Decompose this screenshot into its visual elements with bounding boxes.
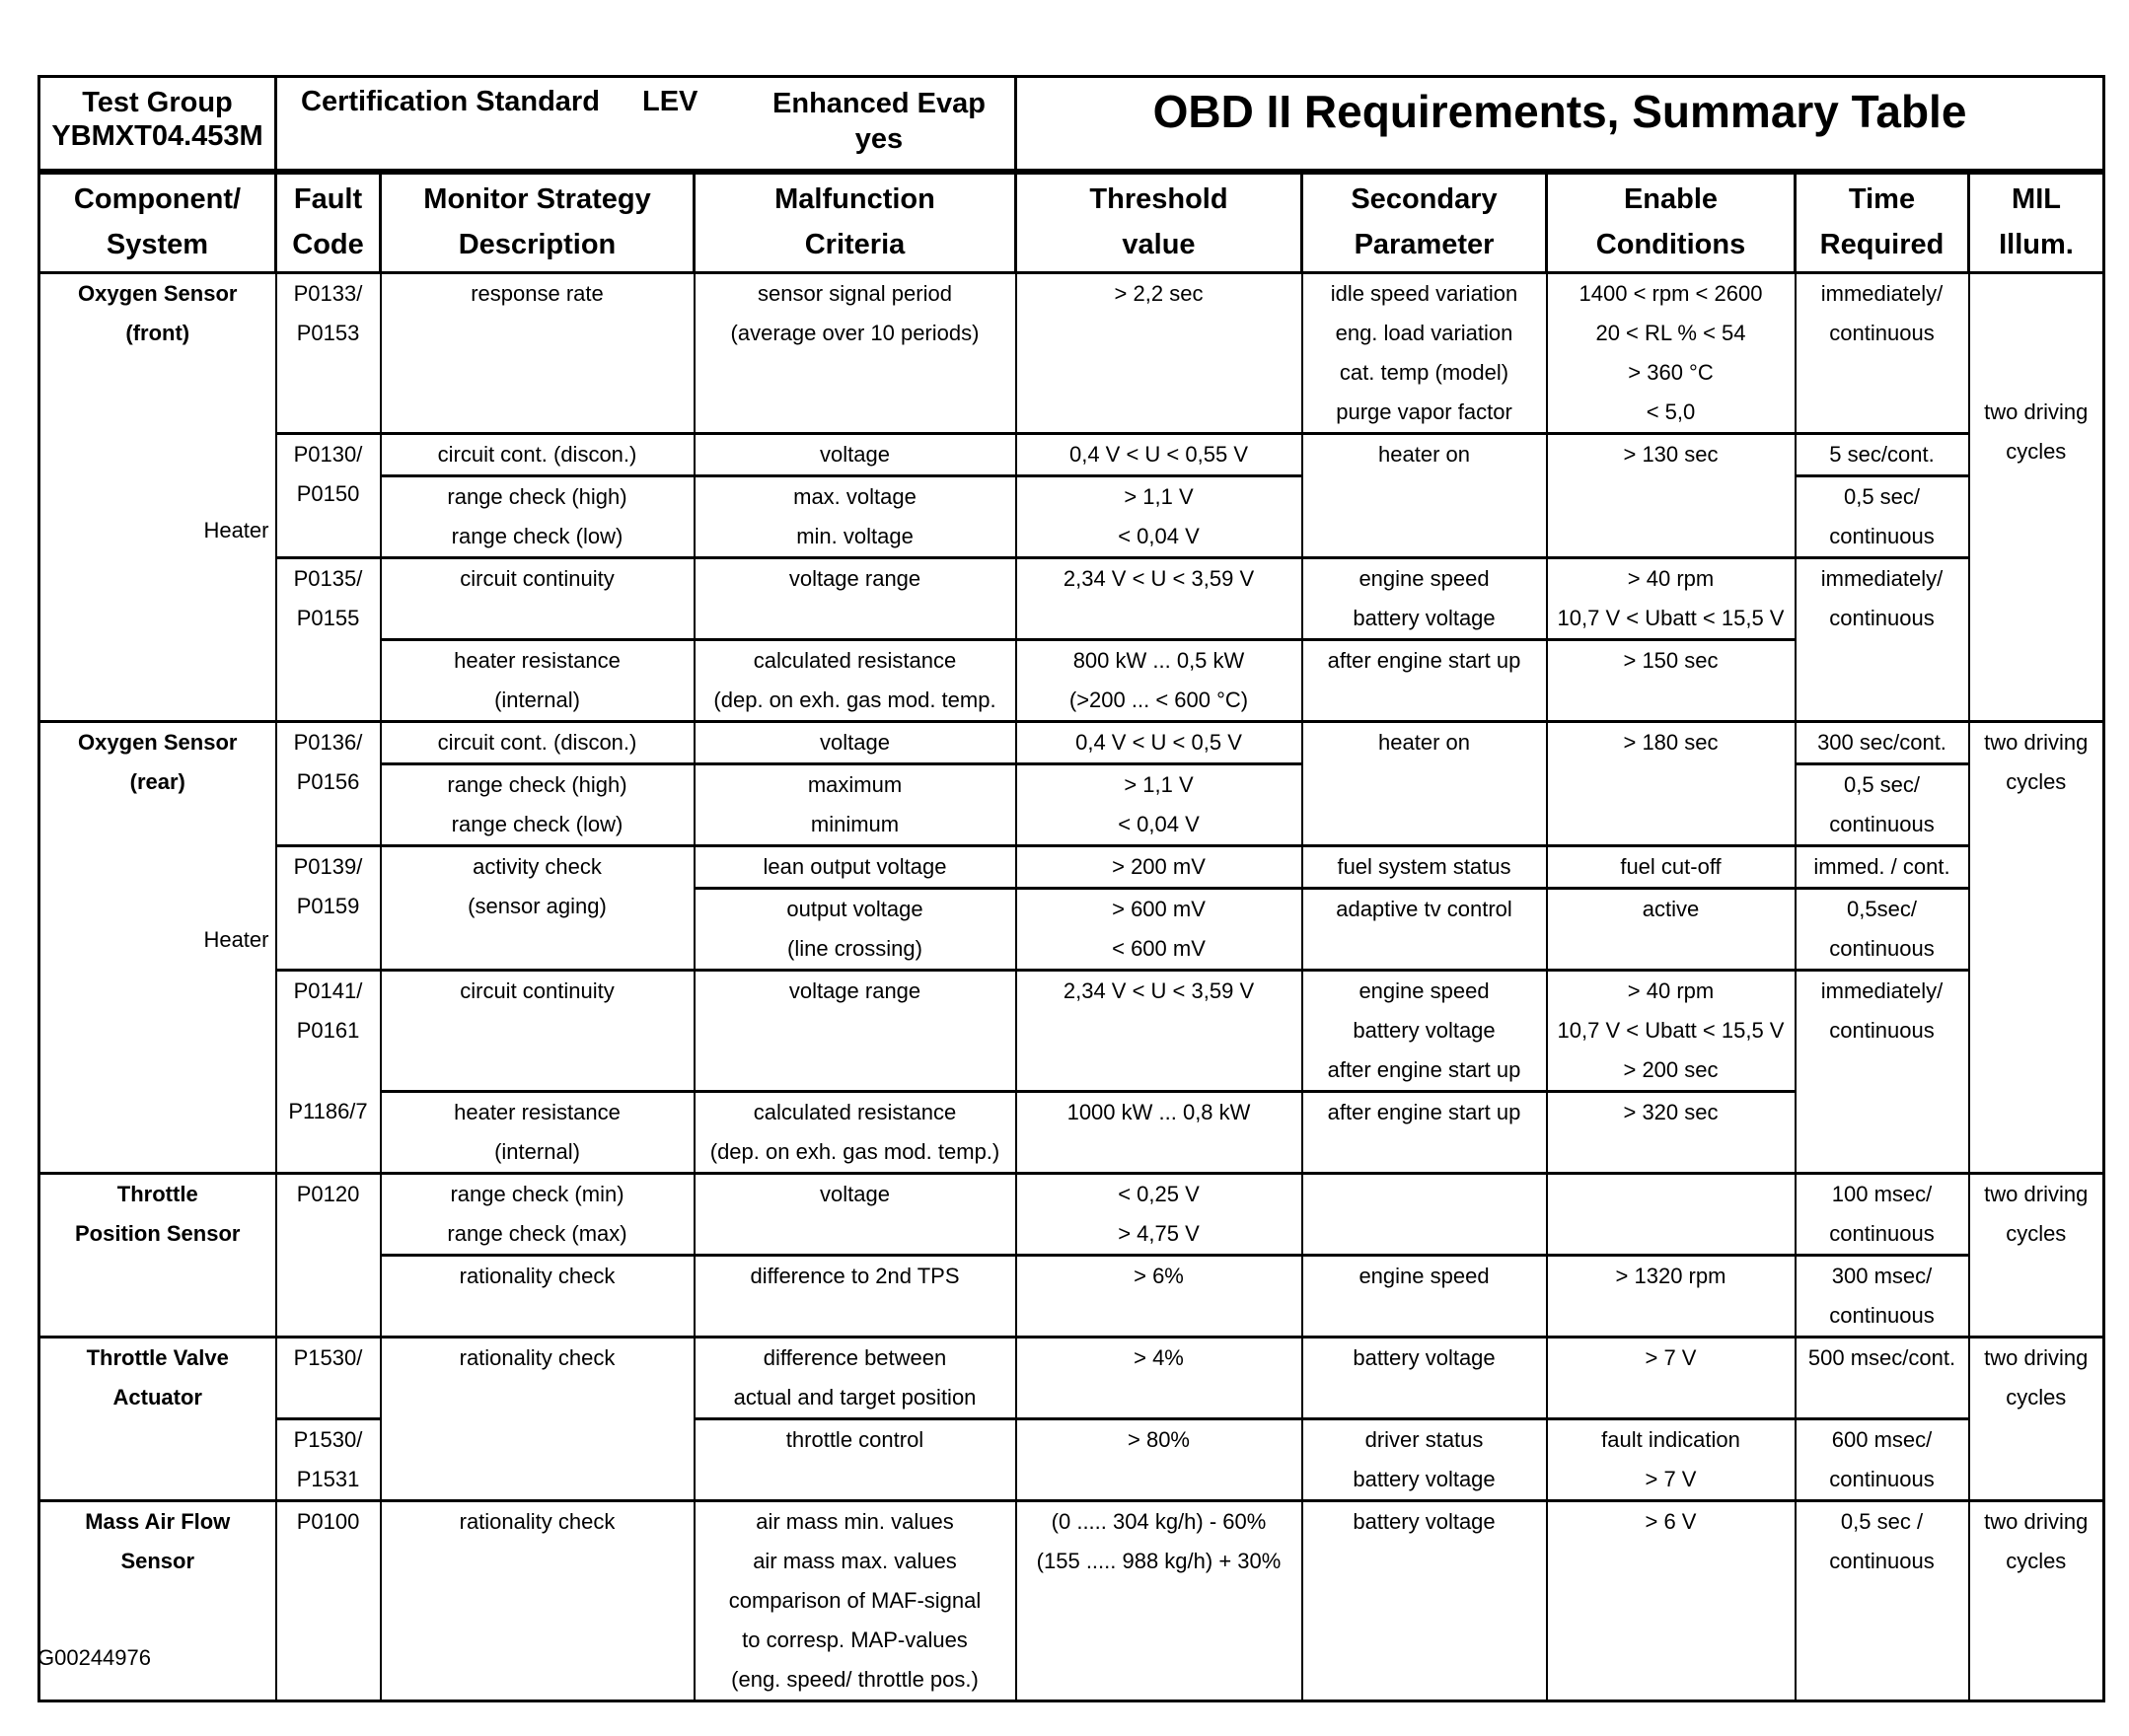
time-required: 5 sec/cont.	[1796, 434, 1969, 476]
group-o2-front	[39, 273, 2104, 722]
time-required: 0,5sec/ continuous	[1796, 889, 1969, 971]
time-required: 0,5 sec/ continuous	[1796, 476, 1969, 558]
figure-id: G00244976	[37, 1645, 151, 1670]
table-row	[39, 1419, 2104, 1501]
column-header-row	[39, 174, 2104, 273]
group-o2-rear	[39, 722, 2104, 1174]
enable-conditions: 1400 < rpm < 2600 20 < RL % < 54 > 360 °C < 5,0	[1547, 273, 1796, 434]
table-row	[39, 971, 2104, 1092]
col-header-enable: Enable Conditions	[1547, 174, 1796, 273]
fault-code: P0139/ P0159	[276, 846, 381, 971]
malfunction: voltage	[695, 1174, 1016, 1256]
evap-value: yes	[854, 123, 904, 155]
monitor-strategy: circuit cont. (discon.)	[381, 434, 695, 476]
component-tps: Throttle Position Sensor	[39, 1174, 276, 1338]
enable-conditions: active	[1547, 889, 1796, 971]
table-row	[39, 558, 2104, 640]
time-required: immediately/ continuous	[1796, 273, 1969, 434]
threshold: 2,34 V < U < 3,59 V	[1016, 558, 1302, 640]
threshold: > 200 mV	[1016, 846, 1302, 889]
monitor-strategy: circuit continuity	[381, 558, 695, 640]
col-header-mil: MIL Illum.	[1969, 174, 2104, 273]
col-header-monitor-strategy: Monitor Strategy Description	[381, 174, 695, 273]
malfunction: voltage	[695, 722, 1016, 764]
col-header-threshold: Threshold value	[1016, 174, 1302, 273]
malfunction: max. voltage min. voltage	[695, 476, 1016, 558]
test-group-label: Test Group	[82, 87, 233, 118]
monitor-strategy: circuit continuity	[381, 971, 695, 1092]
secondary-param: engine speed	[1302, 1256, 1547, 1338]
enable-conditions: fuel cut-off	[1547, 846, 1796, 889]
obd-summary-table	[37, 75, 2105, 1702]
fault-code: P1186/7	[276, 1092, 381, 1174]
fault-code: P0136/ P0156	[276, 722, 381, 846]
group-tva	[39, 1338, 2104, 1501]
cert-value: LEV	[642, 86, 698, 117]
threshold: > 1,1 V < 0,04 V	[1016, 476, 1302, 558]
secondary-param: after engine start up	[1302, 1092, 1547, 1174]
monitor-strategy: heater resistance (internal)	[381, 1092, 695, 1174]
secondary-param: engine speed battery voltage	[1302, 558, 1547, 640]
time-required: 100 msec/ continuous	[1796, 1174, 1969, 1256]
time-required: 300 msec/ continuous	[1796, 1256, 1969, 1338]
monitor-strategy: range check (high) range check (low)	[381, 764, 695, 846]
threshold: < 0,25 V > 4,75 V	[1016, 1174, 1302, 1256]
col-header-component: Component/ System	[39, 174, 276, 273]
threshold: > 80%	[1016, 1419, 1302, 1501]
time-required: immed. / cont.	[1796, 846, 1969, 889]
enable-conditions: > 40 rpm 10,7 V < Ubatt < 15,5 V > 200 sec	[1547, 971, 1796, 1092]
secondary-param: adaptive tv control	[1302, 889, 1547, 971]
fault-code: P0133/ P0153	[276, 273, 381, 434]
heater-label: Heater	[203, 927, 269, 952]
secondary-param: idle speed variation eng. load variation cat. temp (model) purge vapor factor	[1302, 273, 1547, 434]
malfunction: voltage range	[695, 971, 1016, 1092]
col-header-time: Time Required	[1796, 174, 1969, 273]
enable-conditions: > 40 rpm 10,7 V < Ubatt < 15,5 V	[1547, 558, 1796, 640]
heater-label: Heater	[203, 518, 269, 542]
secondary-param: engine speed battery voltage after engine start up	[1302, 971, 1547, 1092]
monitor-strategy: range check (min) range check (max)	[381, 1174, 695, 1256]
enable-conditions: > 1320 rpm	[1547, 1256, 1796, 1338]
monitor-strategy: rationality check	[381, 1256, 695, 1338]
enable-conditions	[1547, 1174, 1796, 1256]
mil-illum: two driving cycles	[1969, 273, 2104, 722]
secondary-param	[1302, 1174, 1547, 1256]
time-required: immediately/ continuous	[1796, 558, 1969, 722]
table-row	[39, 722, 2104, 764]
page-title: OBD II Requirements, Summary Table	[1016, 77, 2104, 171]
test-group-value: YBMXT04.453M	[51, 120, 263, 152]
group-tps	[39, 1174, 2104, 1338]
mil-illum: two driving cycles	[1969, 722, 2104, 1174]
time-required: 600 msec/ continuous	[1796, 1419, 1969, 1501]
secondary-param: heater on	[1302, 722, 1547, 846]
threshold: > 2,2 sec	[1016, 273, 1302, 434]
threshold: 2,34 V < U < 3,59 V	[1016, 971, 1302, 1092]
malfunction: air mass min. values air mass max. values comparison of MAF-signal to corresp. MAP-values (eng. speed/ throttle pos.)	[695, 1501, 1016, 1701]
malfunction: difference to 2nd TPS	[695, 1256, 1016, 1338]
malfunction: calculated resistance (dep. on exh. gas mod. temp.	[695, 640, 1016, 722]
time-required: 0,5 sec / continuous	[1796, 1501, 1969, 1701]
secondary-param: heater on	[1302, 434, 1547, 558]
secondary-param: after engine start up	[1302, 640, 1547, 722]
enable-conditions: > 130 sec	[1547, 434, 1796, 558]
fault-code: P0130/ P0150	[276, 434, 381, 558]
threshold: > 600 mV < 600 mV	[1016, 889, 1302, 971]
threshold: 1000 kW ... 0,8 kW	[1016, 1092, 1302, 1174]
secondary-param: battery voltage	[1302, 1338, 1547, 1419]
cert-label: Certification Standard	[301, 86, 600, 117]
malfunction: difference between actual and target position	[695, 1338, 1016, 1419]
threshold: > 1,1 V < 0,04 V	[1016, 764, 1302, 846]
table-row	[39, 434, 2104, 476]
malfunction: maximum minimum	[695, 764, 1016, 846]
malfunction: throttle control	[695, 1419, 1016, 1501]
time-required: 500 msec/cont.	[1796, 1338, 1969, 1419]
secondary-param: fuel system status	[1302, 846, 1547, 889]
time-required: 300 sec/cont.	[1796, 722, 1969, 764]
monitor-strategy: range check (high) range check (low)	[381, 476, 695, 558]
fault-code: P1530/	[276, 1338, 381, 1419]
enable-conditions: > 180 sec	[1547, 722, 1796, 846]
evap-label: Enhanced Evap	[772, 88, 986, 119]
monitor-strategy: response rate	[381, 273, 695, 434]
certification-cell	[276, 77, 1016, 171]
monitor-strategy: rationality check	[381, 1501, 695, 1701]
mil-illum: two driving cycles	[1969, 1338, 2104, 1501]
table-row	[39, 1174, 2104, 1256]
col-header-fault-code: Fault Code	[276, 174, 381, 273]
table-row	[39, 1501, 2104, 1701]
component-o2-front: Oxygen Sensor (front) Heater	[39, 273, 276, 722]
enable-conditions: > 150 sec	[1547, 640, 1796, 722]
threshold: > 6%	[1016, 1256, 1302, 1338]
malfunction: calculated resistance (dep. on exh. gas mod. temp.)	[695, 1092, 1016, 1174]
fault-code: P0141/ P0161	[276, 971, 381, 1092]
col-header-malfunction: Malfunction Criteria	[695, 174, 1016, 273]
threshold: > 4%	[1016, 1338, 1302, 1419]
malfunction: output voltage (line crossing)	[695, 889, 1016, 971]
enable-conditions: > 7 V	[1547, 1338, 1796, 1419]
malfunction: voltage range	[695, 558, 1016, 640]
threshold: 0,4 V < U < 0,55 V	[1016, 434, 1302, 476]
fault-code: P1530/ P1531	[276, 1419, 381, 1501]
table-row	[39, 1092, 2104, 1174]
threshold: (0 ..... 304 kg/h) - 60% (155 ..... 988 kg/h) + 30%	[1016, 1501, 1302, 1701]
time-required: 0,5 sec/ continuous	[1796, 764, 1969, 846]
time-required: immediately/ continuous	[1796, 971, 1969, 1174]
component-o2-rear: Oxygen Sensor (rear) Heater	[39, 722, 276, 1174]
table-row	[39, 846, 2104, 889]
secondary-param: battery voltage	[1302, 1501, 1547, 1701]
malfunction: lean output voltage	[695, 846, 1016, 889]
evap-block	[751, 86, 1007, 157]
malfunction: voltage	[695, 434, 1016, 476]
fault-code: P0100	[276, 1501, 381, 1701]
col-header-secondary: Secondary Parameter	[1302, 174, 1547, 273]
malfunction: sensor signal period (average over 10 periods)	[695, 273, 1016, 434]
table-row	[39, 1338, 2104, 1419]
enable-conditions: fault indication > 7 V	[1547, 1419, 1796, 1501]
requirements-grid	[37, 172, 2105, 1702]
secondary-param: driver status battery voltage	[1302, 1419, 1547, 1501]
fault-code: P0135/ P0155	[276, 558, 381, 722]
header-table	[37, 75, 2105, 172]
fault-code: P0120	[276, 1174, 381, 1338]
test-group-cell	[39, 77, 276, 171]
monitor-strategy: activity check (sensor aging)	[381, 846, 695, 971]
component-maf: Mass Air Flow Sensor	[39, 1501, 276, 1701]
enable-conditions: > 320 sec	[1547, 1092, 1796, 1174]
threshold: 0,4 V < U < 0,5 V	[1016, 722, 1302, 764]
table-row	[39, 273, 2104, 434]
mil-illum: two driving cycles	[1969, 1501, 2104, 1701]
mil-illum: two driving cycles	[1969, 1174, 2104, 1338]
monitor-strategy: rationality check	[381, 1338, 695, 1501]
group-maf	[39, 1501, 2104, 1701]
threshold: 800 kW ... 0,5 kW (>200 ... < 600 °C)	[1016, 640, 1302, 722]
monitor-strategy: heater resistance (internal)	[381, 640, 695, 722]
monitor-strategy: circuit cont. (discon.)	[381, 722, 695, 764]
component-tva: Throttle Valve Actuator	[39, 1338, 276, 1501]
enable-conditions: > 6 V	[1547, 1501, 1796, 1701]
